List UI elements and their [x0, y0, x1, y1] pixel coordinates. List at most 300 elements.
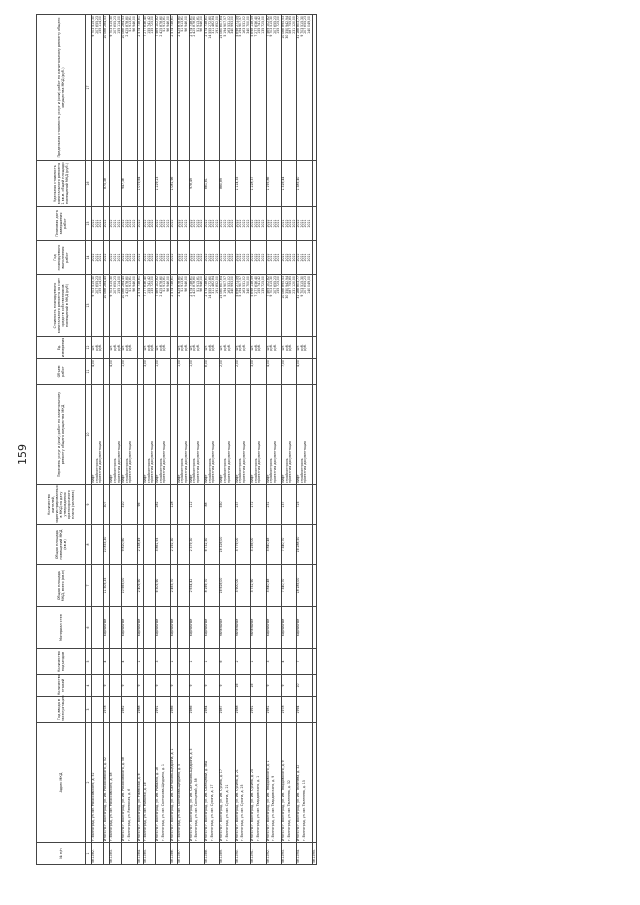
- end-dates-line: 2022: [109, 219, 114, 228]
- end-dates-line: 2022: [230, 219, 235, 228]
- limit-costs-line: 2 574 738,61: [188, 16, 193, 37]
- works-line: лифт: [280, 474, 285, 483]
- total-area: 6 505,90: [155, 565, 170, 607]
- plan-years-line: 2022: [234, 253, 239, 262]
- units: [155, 337, 170, 359]
- plan-years-line: 2022: [265, 253, 270, 262]
- wall-material: кирпичное: [266, 607, 281, 649]
- limit-costs: [122, 15, 137, 161]
- costs-line: 2 574 738,61: [188, 276, 193, 297]
- header-cell-2: Адрес МКД: [37, 723, 86, 843]
- address-cell: [92, 723, 104, 843]
- end-dates-line: 2022: [146, 219, 151, 228]
- units-line: руб.: [207, 344, 212, 351]
- header-cell-7: Общая площадь МКД, всего (кв.м): [37, 565, 86, 607]
- floors: [312, 675, 317, 697]
- limit-costs-line: 51 913,81: [128, 16, 133, 32]
- address-line: г. Волгоград, ул. им. Сусина, д. 21: [225, 784, 229, 841]
- wall-material: панельное: [220, 607, 235, 649]
- premises-area: 2 158,49: [137, 525, 144, 565]
- floors: 16: [235, 675, 250, 697]
- wall-material: кирпичное: [122, 607, 137, 649]
- residents: 307: [103, 485, 110, 525]
- works-line: проектная документация: [257, 441, 262, 483]
- work-volume: 7,00: [281, 359, 296, 385]
- header-cell-1: № п/п: [37, 843, 86, 865]
- limit-costs-line: 140 049,00: [307, 16, 312, 34]
- plan-years: [144, 241, 156, 275]
- plan-years-line: 2021: [112, 253, 117, 262]
- residents: [110, 485, 122, 525]
- end-dates-line: 2022: [241, 219, 246, 228]
- entrances: 1: [171, 649, 178, 675]
- residents: 310: [122, 485, 137, 525]
- floors: [144, 675, 156, 697]
- column-number-1: 1: [86, 843, 92, 865]
- costs-line: 311 482,84: [211, 276, 216, 294]
- end-dates-line: 2022: [170, 219, 175, 228]
- costs: [251, 275, 266, 337]
- plan-years-line: 2022: [214, 253, 219, 262]
- specific-cost: [110, 161, 122, 207]
- address-line: г. Волгоград, ул. им. Твардовского, д. 1: [255, 775, 260, 841]
- address-line: г. Волгоград, ул. Ржевская, д. 6: [126, 788, 131, 841]
- works-line: лифт: [121, 474, 126, 483]
- row-number: 56.1089.: [220, 843, 235, 865]
- units-line: шт.: [265, 344, 270, 351]
- plan-years-line: 2022: [195, 253, 200, 262]
- year-built: 1982: [122, 697, 137, 723]
- works-line: лифт: [176, 474, 181, 483]
- address-line: Итого по г. Волгоград, ул. им. Рыбалко, д. 16: [154, 766, 159, 841]
- year-built: [312, 697, 317, 723]
- limit-costs-line: 207 655,23: [94, 16, 99, 34]
- header-row: [37, 15, 86, 865]
- end-dates: [312, 207, 317, 241]
- costs-line: 10 066 284,45: [102, 276, 107, 299]
- limit-costs-line: 2 425 878,80: [124, 16, 129, 37]
- wall-material: кирпичное: [137, 607, 144, 649]
- table-row: [205, 15, 220, 865]
- end-dates-line: 2022: [234, 219, 239, 228]
- end-dates: [155, 207, 170, 241]
- table-row: [220, 15, 235, 865]
- plan-years-line: 2022: [219, 253, 224, 262]
- specific-cost: 1 229,23: [155, 161, 170, 207]
- limit-costs-line: 9 703 515,30: [109, 16, 114, 37]
- row-number: 56.1085.: [144, 843, 156, 865]
- plan-years-line: 2022: [291, 253, 296, 262]
- plan-years-line: 2021: [269, 253, 274, 262]
- table-row: [144, 15, 156, 865]
- end-dates-line: 2022: [158, 219, 163, 228]
- costs-line: 96 946,00: [165, 276, 170, 292]
- header-cell-15: Плановая дата завершения работ: [37, 207, 86, 241]
- premises-area: 16 288,50: [297, 525, 312, 565]
- plan-years-line: 2022: [121, 253, 126, 262]
- end-dates-line: 2022: [131, 219, 136, 228]
- units-line: руб.: [211, 344, 216, 351]
- row-number: [122, 843, 137, 865]
- works-line: лифт: [296, 474, 301, 483]
- works-line: проектная документация: [116, 441, 121, 483]
- end-dates-line: 2021: [116, 219, 121, 228]
- works-line: лифт: [250, 474, 255, 483]
- year-built: 1994: [297, 697, 312, 723]
- limit-costs-line: 2 574 738,61: [170, 16, 175, 37]
- plan-years-line: 2022: [146, 253, 151, 262]
- works-line: проектная документация: [98, 441, 103, 483]
- plan-years: [220, 241, 235, 275]
- row-number: 56.1082.: [92, 843, 104, 865]
- works-line: стройконтроль: [94, 458, 99, 483]
- entrances: [177, 649, 189, 675]
- floors: 9: [103, 675, 110, 697]
- costs: [177, 275, 189, 337]
- end-dates-line: 2021: [98, 219, 103, 228]
- table-row: [137, 15, 144, 865]
- work-volume: 3,00: [144, 359, 156, 385]
- specific-cost: 875,38: [103, 161, 110, 207]
- limit-costs-line: 2 425 878,80: [192, 16, 197, 37]
- year-built: 1987: [220, 697, 235, 723]
- units-line: шт.: [234, 344, 239, 351]
- costs-line: 587 755,85: [288, 276, 293, 294]
- address-line: г. Волгоград, ул. им. Твардовского, д. 9: [271, 775, 276, 841]
- works-line: стройконтроль: [238, 458, 243, 483]
- costs-line: 10 066 895,53: [280, 276, 285, 299]
- costs-line: 155 725,00: [276, 276, 281, 294]
- costs-line: 207 655,23: [94, 276, 99, 294]
- end-dates-line: 2022: [128, 219, 133, 228]
- work-volume: [312, 359, 317, 385]
- end-dates: [144, 207, 156, 241]
- units-line: руб.: [162, 344, 167, 351]
- plan-years-line: 2022: [288, 253, 293, 262]
- works-line: проектная документация: [211, 441, 216, 483]
- floors: 9: [205, 675, 220, 697]
- plan-years-line: 2021: [299, 253, 304, 262]
- work-volume: 4,00: [92, 359, 104, 385]
- limit-costs-line: 163 531,02: [226, 16, 231, 34]
- residents: [144, 485, 156, 525]
- costs-line: 9 703 515,30: [109, 276, 114, 297]
- plan-years-line: 2022: [284, 253, 289, 262]
- address-line: Итого по г. Волгоград, ул. им. Рокоссовского, д. 58: [121, 757, 126, 841]
- limit-costs-line: 155 725,00: [276, 16, 281, 34]
- specific-cost: [144, 161, 156, 207]
- units-line: руб.: [241, 344, 246, 351]
- address-line: Итого по г. Волгоград, ул. им. Солнцевой, д. 56А: [204, 760, 209, 841]
- works-line: лифт: [143, 474, 148, 483]
- costs-line: 2 425 878,80: [176, 276, 181, 297]
- premises-area: 2 379,30: [189, 525, 204, 565]
- works-line: проектная документация: [272, 441, 277, 483]
- work-volume: 2,00: [235, 359, 250, 385]
- floors: 9: [155, 675, 170, 697]
- limit-costs-line: 9 703 515,30: [269, 16, 274, 37]
- limit-costs: [251, 15, 266, 161]
- units-line: шт.: [250, 344, 255, 351]
- units-line: руб.: [146, 344, 151, 351]
- plan-years-line: 2021: [94, 253, 99, 262]
- end-dates-line: 2022: [180, 219, 185, 228]
- units-line: шт.: [176, 344, 181, 351]
- costs: [281, 275, 296, 337]
- costs: [92, 275, 104, 337]
- specific-cost: 1 195,86: [266, 161, 281, 207]
- works: [189, 385, 204, 485]
- works: [171, 385, 178, 485]
- entrances: 1: [205, 649, 220, 675]
- units-line: руб.: [303, 344, 308, 351]
- costs-line: 7 277 636,40: [253, 276, 258, 297]
- limit-costs-line: 7 569 102,82: [154, 16, 159, 37]
- costs-line: 340 700,00: [245, 276, 250, 294]
- limit-costs: [235, 15, 250, 161]
- column-number-9: 9: [86, 485, 92, 525]
- address-line: Итого по г. Волгоград, ул. им. Рокоссовского, д. 52: [102, 757, 107, 841]
- year-built: [110, 697, 122, 723]
- units-line: руб.: [226, 344, 231, 351]
- end-dates: [177, 207, 189, 241]
- costs: [312, 275, 317, 337]
- work-volume: 3,00: [251, 359, 266, 385]
- end-dates-line: 2022: [176, 219, 181, 228]
- year-built: [177, 697, 189, 723]
- total-area: 2 634,42: [189, 565, 204, 607]
- floors: 9: [171, 675, 178, 697]
- limit-costs: [312, 15, 317, 161]
- row-number: 56.1088.: [205, 843, 220, 865]
- total-area: [144, 565, 156, 607]
- units-line: шт.: [188, 344, 193, 351]
- costs-line: 2 425 878,80: [192, 276, 197, 297]
- residents: 231: [266, 485, 281, 525]
- works: [92, 385, 104, 485]
- limit-costs-line: 191 852,00: [214, 16, 219, 34]
- residents: 128: [171, 485, 178, 525]
- wall-material: [92, 607, 104, 649]
- plan-years-line: 2022: [165, 253, 170, 262]
- entrances: [144, 649, 156, 675]
- floors: 10: [297, 675, 312, 697]
- limit-costs-line: 155 114,00: [98, 16, 103, 34]
- table-row: [177, 15, 189, 865]
- plan-years: [266, 241, 281, 275]
- limit-costs-line: 31 166 803,77: [296, 16, 301, 39]
- work-volume: 1,00: [122, 359, 137, 385]
- work-volume: 2,00: [220, 359, 235, 385]
- year-built: 1984: [205, 697, 220, 723]
- plan-years-line: 2021: [303, 253, 308, 262]
- row-number: 56.1093.: [281, 843, 296, 865]
- works-line: проектная документация: [226, 441, 231, 483]
- floors: 9: [266, 675, 281, 697]
- limit-costs-line: 7 569 102,82: [265, 16, 270, 37]
- plan-years-line: 2022: [128, 253, 133, 262]
- year-built: 1991: [251, 697, 266, 723]
- plan-years: [92, 241, 104, 275]
- work-volume: 1,00: [155, 359, 170, 385]
- limit-costs-line: 96 946,00: [184, 16, 189, 32]
- address-line: г. Волгоград, ул. им. Сусина, д. 17: [209, 784, 214, 841]
- end-dates-line: 2022: [260, 219, 265, 228]
- units: [266, 337, 281, 359]
- plan-years-line: 2022: [250, 253, 255, 262]
- end-dates: [110, 207, 122, 241]
- limit-costs-line: 15 060 607,64: [219, 16, 224, 39]
- units-line: шт.: [91, 344, 95, 351]
- address-line: Итого по г. Волгоград, ул. им. Твардовского, д. 9: [280, 760, 285, 841]
- total-area: [177, 565, 189, 607]
- limit-costs-line: 51 913,81: [162, 16, 167, 32]
- limit-costs-line: 340 993,00: [230, 16, 235, 34]
- header-cell-10: Перечень услуг и (или) работ по капитальному ремонту общего имущества МКД: [37, 385, 86, 485]
- premises-area: 7 540,70: [281, 525, 296, 565]
- table-row: [122, 15, 137, 865]
- wall-material: [177, 607, 189, 649]
- plan-years-line: 2022: [154, 253, 159, 262]
- plan-years-line: 2022: [211, 253, 216, 262]
- specific-cost: 1 079,64: [137, 161, 144, 207]
- works-line: лифт: [219, 474, 224, 483]
- residents: 96: [137, 485, 144, 525]
- premises-area: [177, 525, 189, 565]
- costs-line: 51 913,81: [195, 276, 200, 292]
- entrances: [110, 649, 122, 675]
- end-dates-line: 2022: [207, 219, 212, 228]
- plan-years: [281, 241, 296, 275]
- page-number: 159: [16, 444, 29, 465]
- units-line: руб.: [299, 344, 304, 351]
- total-area: [92, 565, 104, 607]
- end-dates-line: 2022: [250, 219, 255, 228]
- end-dates-line: 2022: [91, 219, 95, 228]
- wall-material: [110, 607, 122, 649]
- address-cell: [144, 723, 156, 843]
- costs-line: 7 277 636,40: [143, 276, 148, 297]
- column-number-17: 17: [86, 15, 92, 161]
- plan-years-line: 2022: [131, 253, 136, 262]
- table-row: [171, 15, 178, 865]
- year-built: 1978: [281, 697, 296, 723]
- works: [297, 385, 312, 485]
- address-line: г. Волгоград, ул. им. Солнцевой, д. 58: [194, 778, 199, 841]
- limit-costs: [110, 15, 122, 161]
- costs-line: 135 725,00: [260, 276, 265, 294]
- work-volume: 4,00: [266, 359, 281, 385]
- limit-costs-line: 30 350 942,94: [284, 16, 289, 39]
- end-dates-line: 2022: [284, 219, 289, 228]
- limit-costs-line: 51 913,81: [195, 16, 200, 32]
- costs: [220, 275, 235, 337]
- end-dates-line: 2022: [150, 219, 155, 228]
- plan-years-line: 2022: [257, 253, 262, 262]
- units-line: руб.: [112, 344, 117, 351]
- work-volume: 1,00: [177, 359, 189, 385]
- end-dates-line: 2022: [102, 219, 107, 228]
- total-area: 16 626,00: [220, 565, 235, 607]
- end-dates: [92, 207, 104, 241]
- end-dates-line: 2021: [307, 219, 312, 228]
- limit-costs-line: 5 698 138,59: [250, 16, 255, 37]
- works: [110, 385, 122, 485]
- units-line: шт.: [121, 344, 126, 351]
- plan-years: [155, 241, 170, 275]
- entrances: 4: [103, 649, 110, 675]
- end-dates-line: 2022: [121, 219, 126, 228]
- limit-costs: [266, 15, 281, 161]
- address-cell: [122, 723, 137, 843]
- plan-years-line: 2022: [143, 253, 148, 262]
- limit-costs-line: 10 066 895,53: [280, 16, 285, 39]
- end-dates-line: 2021: [94, 219, 99, 228]
- column-number-11: 11: [86, 359, 92, 385]
- units: [235, 337, 250, 359]
- plan-years-line: 2022: [109, 253, 114, 262]
- total-area: 18 185,00: [297, 565, 312, 607]
- plan-years-line: 2022: [207, 253, 212, 262]
- total-area: 5 752,90: [251, 565, 266, 607]
- premises-area: 10 835,30: [103, 525, 110, 565]
- limit-costs-line: 10 066 284,53: [102, 16, 107, 39]
- limit-costs: [92, 15, 104, 161]
- units-line: руб.: [184, 344, 189, 351]
- end-dates-line: 2021: [272, 219, 277, 228]
- works-line: лифт: [204, 474, 209, 483]
- costs-line: 207 655,23: [272, 276, 277, 294]
- address-cell: [110, 723, 122, 843]
- costs-line: 9 703 515,30: [91, 276, 95, 297]
- costs-line: 96 946,00: [131, 276, 136, 292]
- table-row: [281, 15, 296, 865]
- works-line: проектная документация: [241, 441, 246, 483]
- plan-years-line: 2022: [241, 253, 246, 262]
- works-line: проектная документация: [303, 441, 308, 483]
- costs: [144, 275, 156, 337]
- units: [251, 337, 266, 359]
- units-line: шт.: [143, 344, 148, 351]
- limit-costs-line: 311 482,84: [211, 16, 216, 34]
- end-dates-line: 2022: [188, 219, 193, 228]
- address-line: г. Волгоград, ул. им. Рокоссовского, д. 58: [109, 772, 114, 841]
- table-body: [92, 15, 317, 865]
- costs-line: 14 555 272,80: [207, 276, 212, 299]
- column-number-4: 4: [86, 675, 92, 697]
- plan-years-line: 2021: [307, 253, 312, 262]
- plan-years-line: 2022: [184, 253, 189, 262]
- plan-years-line: 2022: [188, 253, 193, 262]
- units-line: руб.: [192, 344, 197, 351]
- end-dates-line: 2022: [184, 219, 189, 228]
- premises-area: 5 256,00: [251, 525, 266, 565]
- works: [137, 385, 144, 485]
- costs-line: 51 913,81: [162, 276, 167, 292]
- works: [155, 385, 170, 485]
- plan-years-line: 2022: [91, 253, 95, 262]
- wall-material: кирпичное: [189, 607, 204, 649]
- costs: [266, 275, 281, 337]
- total-area: 10 665,00: [122, 565, 137, 607]
- limit-costs: [281, 15, 296, 161]
- limit-costs-line: 14 555 272,80: [207, 16, 212, 39]
- costs-line: 9 703 515,30: [269, 276, 274, 297]
- end-dates-line: 2021: [299, 219, 304, 228]
- wall-material: панельное: [235, 607, 250, 649]
- end-dates-line: 2022: [265, 219, 270, 228]
- end-dates-line: 2022: [253, 219, 258, 228]
